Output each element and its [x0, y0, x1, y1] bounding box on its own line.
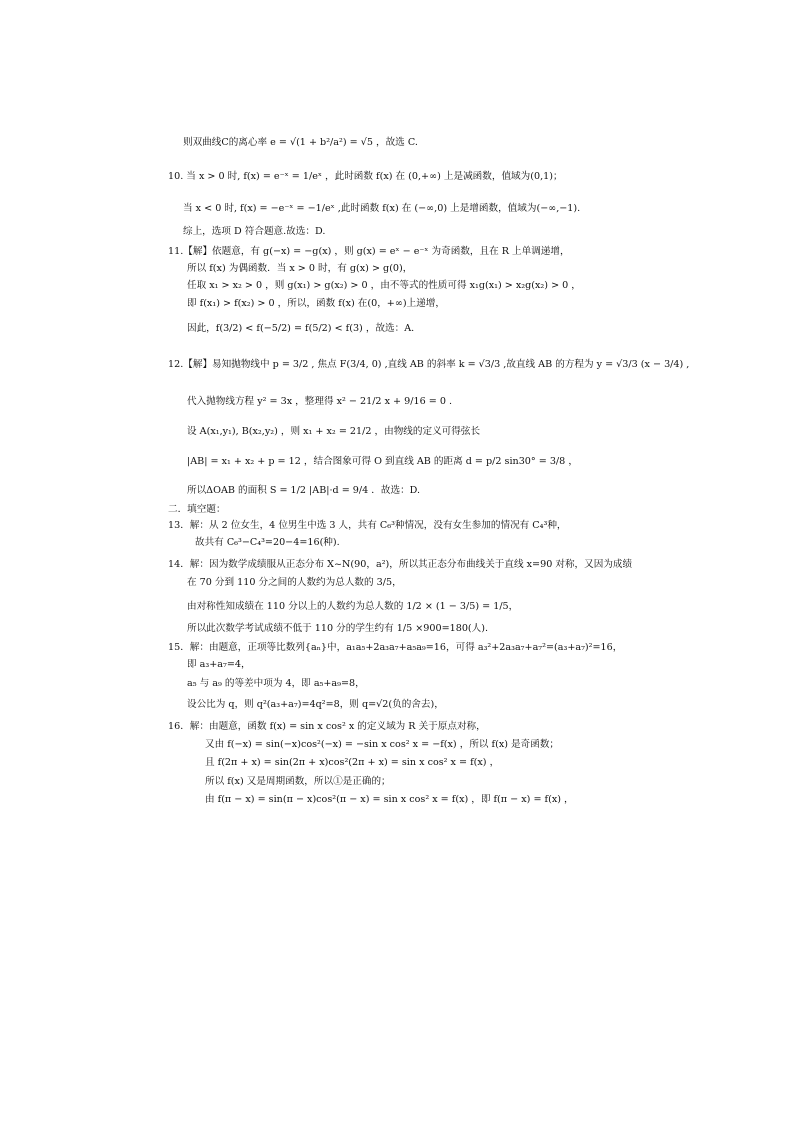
solution-line: 又由 f(−x) = sin(−x)cos²(−x) = −sin x cos² x = −f(x) ，所以 f(x) 是奇函数； — [205, 739, 560, 750]
solution-line: a₅ 与 a₉ 的等差中项为 4，即 a₅+a₉=8， — [187, 678, 365, 689]
solution-line: 12.【解】易知抛物线中 p = 3/2 , 焦点 F(3/4, 0) ,直线 AB 的斜率 k = √3/3 ,故直线 AB 的方程为 y = √3/3 (x − 3/4) , — [168, 359, 690, 370]
solution-line: 由对称性知成绩在 110 分以上的人数约为总人数的 1/2 × (1 − 3/5) = 1/5， — [187, 601, 519, 612]
solution-line: 11.【解】依题意，有 g(−x) = −g(x) ，则 g(x) = eˣ − e⁻ˣ 为奇函数，且在 R 上单调递增， — [168, 246, 570, 257]
solution-line: 设 A(x₁,y₁), B(x₂,y₂) ，则 x₁ + x₂ = 21/2 ，由物线的定义可得弦长 — [187, 426, 481, 437]
solution-line: 当 x < 0 时, f(x) = −e⁻ˣ = −1/eˣ ,此时函数 f(x) 在 (−∞,0) 上是增函数，值域为(−∞,−1). — [183, 203, 581, 214]
solution-line: 在 70 分到 110 分之间的人数约为总人数的 3/5， — [187, 577, 402, 588]
section-heading: 二．填空题： — [168, 504, 226, 515]
solution-line: 所以 f(x) 又是周期函数，所以①是正确的； — [205, 776, 391, 787]
solution-line: 15．解：由题意，正项等比数列{aₙ}中，a₁a₅+2a₃a₇+a₅a₉=16，可得 a₃²+2a₃a₇+a₇²=(a₃+a₇)²=16， — [168, 642, 623, 653]
solution-line: 13．解：从 2 位女生，4 位男生中选 3 人，共有 C₆³种情况，没有女生参加的情况有 C₄³种， — [168, 520, 567, 531]
solution-line: 所以 f(x) 为偶函数．当 x > 0 时，有 g(x) > g(0)， — [187, 263, 413, 274]
solution-line: |AB| = x₁ + x₂ + p = 12 ，结合图象可得 O 到直线 AB 的距离 d = p/2 sin30° = 3/8 ， — [187, 456, 578, 467]
solution-line: 则双曲线C的离心率 e = √(1 + b²/a²) = √5 ，故选 C. — [183, 137, 418, 148]
solution-line: 且 f(2π + x) = sin(2π + x)cos²(2π + x) = sin x cos² x = f(x) ， — [205, 757, 500, 768]
solution-line: 即 a₃+a₇=4， — [187, 659, 251, 670]
solution-line: 代入抛物线方程 y² = 3x ，整理得 x² − 21/2 x + 9/16 = 0 . — [187, 396, 453, 407]
solution-line: 由 f(π − x) = sin(π − x)cos²(π − x) = sin x cos² x = f(x) ，即 f(π − x) = f(x) ， — [205, 794, 574, 805]
solution-line: 所以ΔOAB 的面积 S = 1/2 |AB|·d = 9/4 ．故选：D. — [187, 485, 421, 496]
solution-line: 故共有 C₆³−C₄³=20−4=16(种). — [195, 537, 340, 548]
solution-line: 即 f(x₁) > f(x₂) > 0 ，所以，函数 f(x) 在(0，+∞)上递增， — [187, 298, 445, 309]
solution-line: 综上，选项 D 符合题意.故选：D. — [183, 226, 326, 237]
solution-line: 所以此次数学考试成绩不低于 110 分的学生约有 1/5 ×900=180(人). — [187, 623, 489, 634]
solution-line: 10. 当 x > 0 时, f(x) = e⁻ˣ = 1/eˣ ，此时函数 f(x) 在 (0,+∞) 上是减函数，值域为(0,1)； — [168, 171, 563, 182]
solution-line: 14．解：因为数学成绩服从正态分布 X~N(90，a²)，所以其正态分布曲线关于直线 x=90 对称，又因为成绩 — [168, 559, 633, 570]
solution-line: 因此，f(3/2) < f(−5/2) = f(5/2) < f(3) ，故选：A. — [187, 323, 415, 334]
solution-line: 16．解：由题意，函数 f(x) = sin x cos² x 的定义域为 R 关于原点对称， — [168, 721, 486, 732]
solution-line: 任取 x₁ > x₂ > 0 ，则 g(x₁) > g(x₂) > 0 ，由不等式的性质可得 x₁g(x₁) > x₂g(x₂) > 0 ， — [187, 280, 581, 291]
solution-line: 设公比为 q，则 q²(a₃+a₇)=4q²=8，则 q=√2(负的舍去)， — [187, 699, 444, 710]
